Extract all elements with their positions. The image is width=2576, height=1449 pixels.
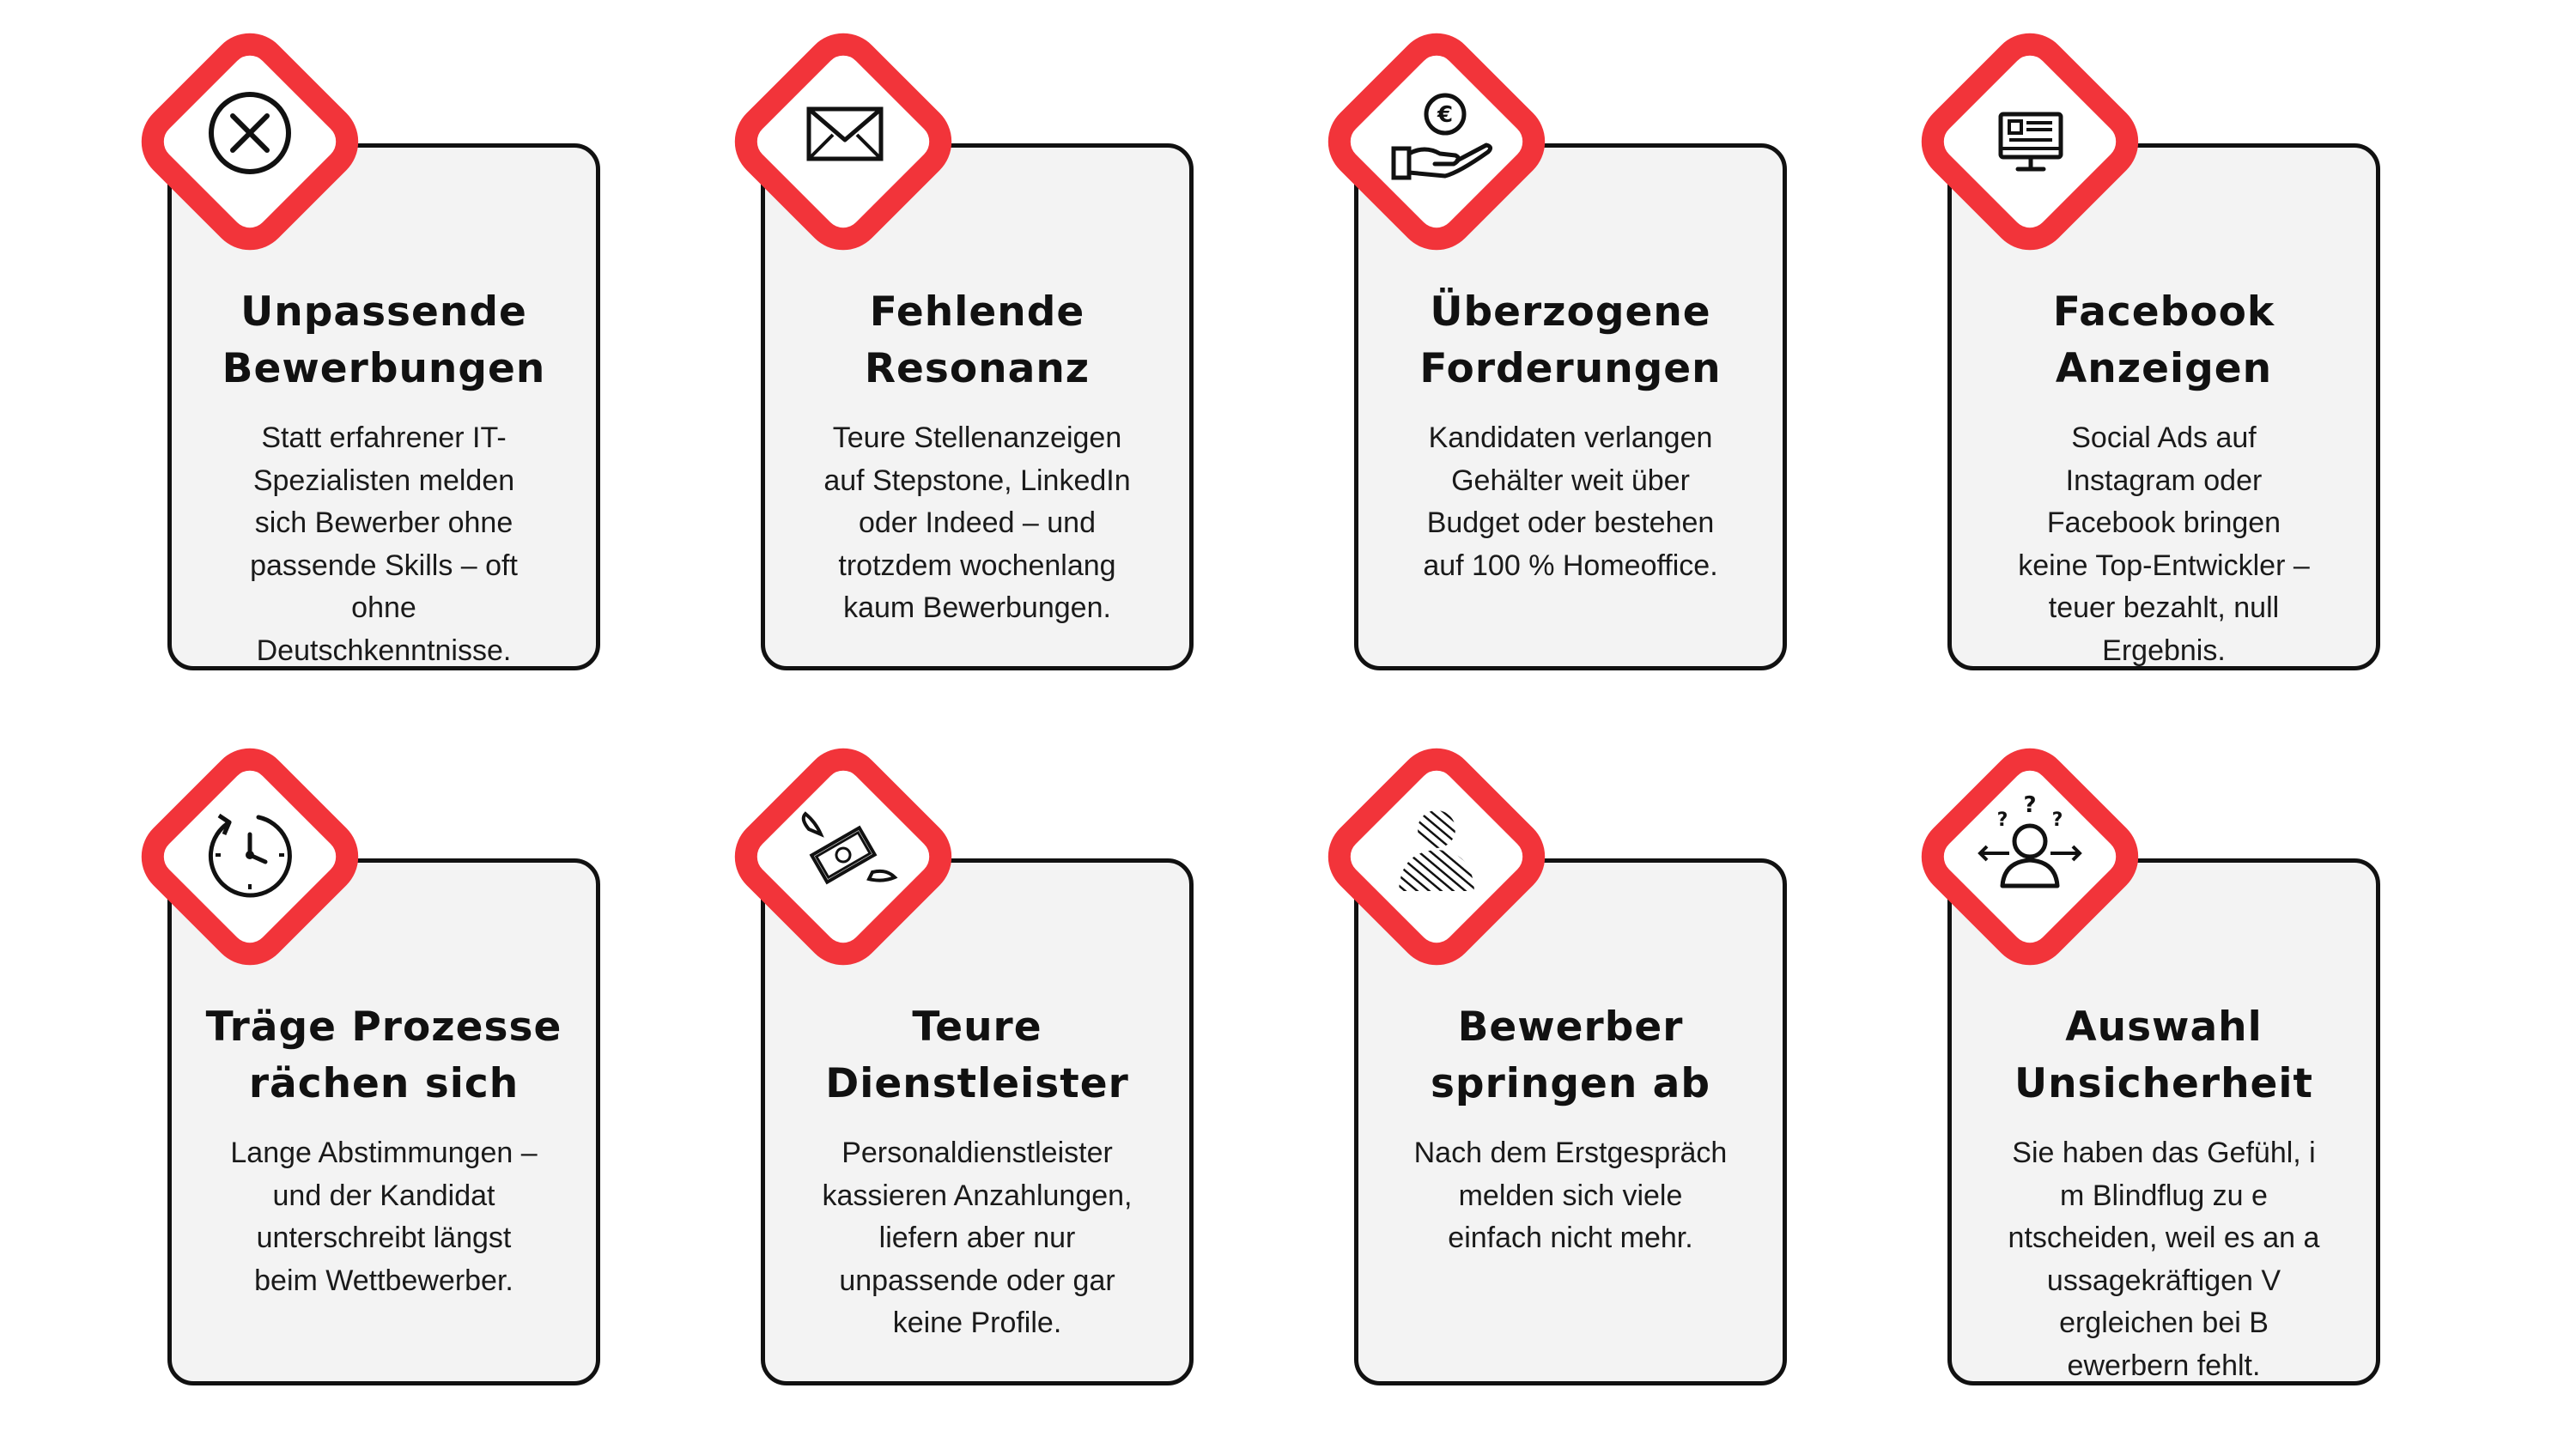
card-text: Nach dem Erstgespräch melden sich viele einfach nicht mehr. bbox=[1413, 1137, 1728, 1254]
badge-envelope bbox=[726, 25, 960, 258]
euro-hand-icon bbox=[1320, 25, 1553, 258]
card-text: Teure Stellenanzeigen auf Stepstone, LinkedIn oder Indeed – und trotzdem wochenlang kaum Bewerbungen. bbox=[823, 421, 1131, 624]
card-title: Auswahl Unsicherheit bbox=[2014, 1003, 2313, 1107]
card-title: Träge Prozesse rächen sich bbox=[205, 1003, 562, 1107]
card-title: Facebook Anzeigen bbox=[2052, 288, 2275, 392]
card-title: Unpassende Bewerbungen bbox=[222, 288, 546, 392]
badge-monitor bbox=[1913, 25, 2147, 258]
flying-money-icon bbox=[726, 740, 960, 973]
card-text: Kandidaten verlangen Gehälter weit über Budget oder bestehen auf 100 % Homeoffice. bbox=[1423, 421, 1718, 582]
card-text: Lange Abstimmungen – und der Kandidat unterschreibt längst beim Wettbewerber. bbox=[230, 1137, 538, 1297]
card-title: Überzogene Forderungen bbox=[1419, 288, 1722, 392]
svg-text:?: ? bbox=[1996, 809, 2008, 831]
card-title: Bewerber springen ab bbox=[1430, 1003, 1711, 1107]
envelope-icon bbox=[726, 25, 960, 258]
card-text: Personaldienstleister kassieren Anzahlungen, liefern aber nur unpassende oder gar keine Profile. bbox=[822, 1137, 1133, 1339]
badge-x-circle bbox=[133, 25, 367, 258]
badge-euro-hand bbox=[1320, 25, 1553, 258]
card-text: Sie haben das Gefühl, i m Blindflug zu e ntscheiden, weil es an a ussagekräftigen V ergleichen bei B ewerbern fehlt. bbox=[2008, 1137, 2320, 1382]
monitor-icon bbox=[1913, 25, 2147, 258]
fading-person-icon bbox=[1320, 740, 1553, 973]
badge-stopwatch bbox=[133, 740, 367, 973]
x-circle-icon bbox=[133, 25, 367, 258]
confused-person-icon bbox=[1913, 740, 2147, 973]
svg-text:?: ? bbox=[2023, 792, 2037, 818]
badge-fading-person bbox=[1320, 740, 1553, 973]
card-text: Statt erfahrener IT- Spezialisten melden sich Bewerber ohne passende Skills – oft ohne Deutschkenntnisse. bbox=[250, 421, 518, 667]
svg-text:?: ? bbox=[2051, 809, 2063, 831]
badge-confused-person bbox=[1913, 740, 2147, 973]
badge-flying-money bbox=[726, 740, 960, 973]
card-title: Teure Dienstleister bbox=[825, 1003, 1129, 1107]
svg-text:€: € bbox=[1437, 102, 1454, 128]
card-text: Social Ads auf Instagram oder Facebook bringen keine Top-Entwickler – teuer bezahlt, null Ergebnis. bbox=[2018, 421, 2310, 667]
stopwatch-icon bbox=[133, 740, 367, 973]
card-title: Fehlende Resonanz bbox=[864, 288, 1091, 392]
